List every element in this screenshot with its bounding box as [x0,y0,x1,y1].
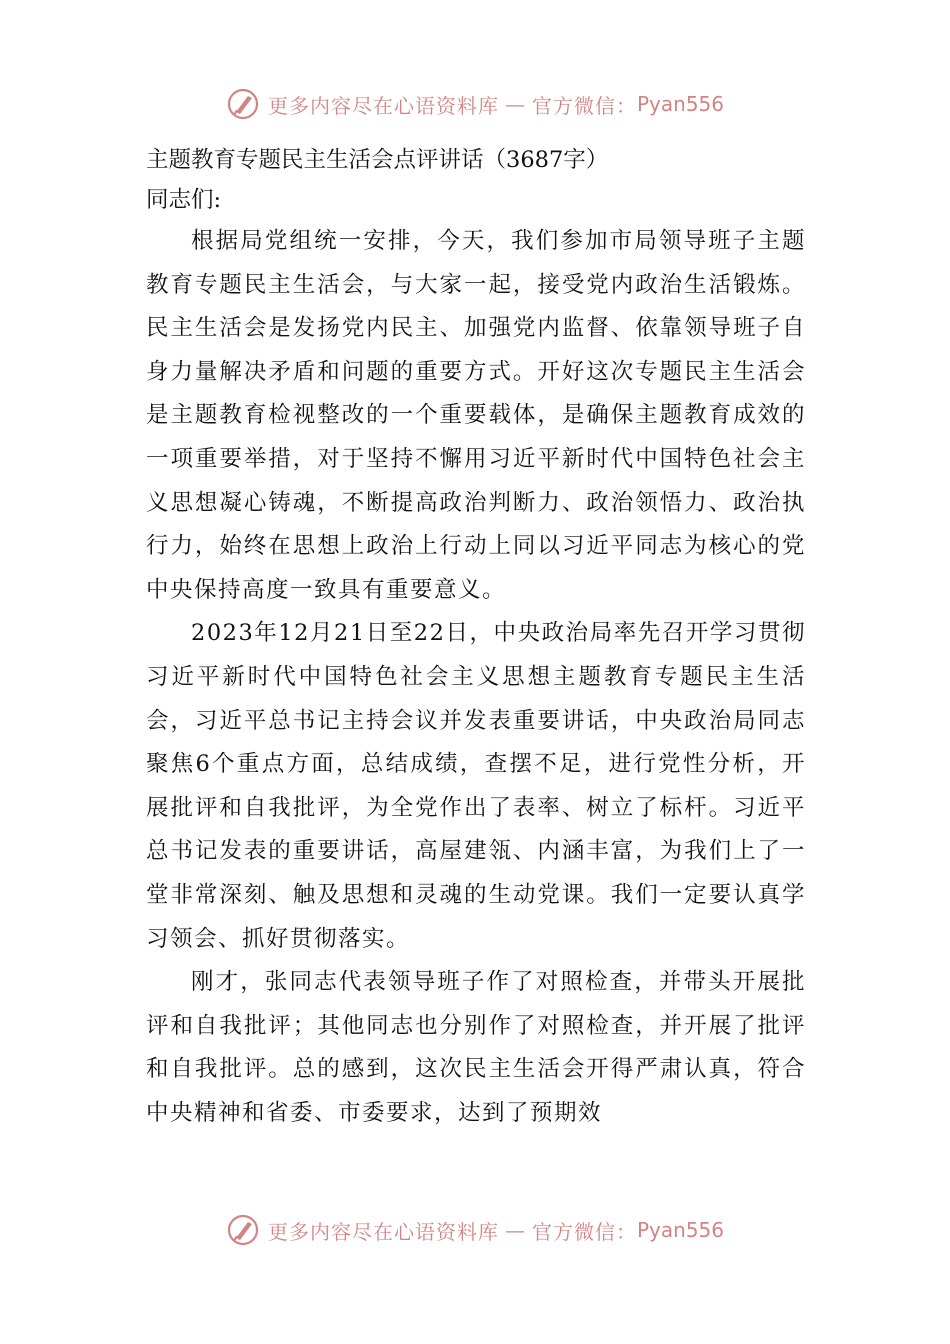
footer-banner [0,1210,950,1250]
header-banner [0,84,950,124]
banner-text: 更多内容尽在心语资料库 [267,93,499,118]
paragraph: 根据局党组统一安排，今天，我们参加市局领导班子主题教育专题民主生活会，与大家一起，接受党内政治生活锻炼。民主生活会是发扬党内民主、加强党内监督、依靠领导班子自身力量解决矛盾和问题的重要方式。开好这次专题民主生活会是主题教育检视整改的一个重要载体，是确保主题教育成效的一项重要举措，对于坚持不懈用习近平新时代中国特色社会主义思想凝心铸魂，不断提高政治判断力、政治领悟力、政治执行力，始终在思想上政治上行动上同以习近平同志为核心的党中央保持高度一致具有重要意义。 [146,228,806,603]
banner-wechat-label: 官方微信： [531,93,637,118]
quill-logo-icon [226,87,260,121]
paragraph: 2023年12月21日至22日，中央政治局率先召开学习贯彻习近平新时代中国特色社会主义思想主题教育专题民主生活会，习近平总书记主持会议并发表重要讲话，中央政治局同志聚焦6个重点方面，总结成绩，查摆不足，进行党性分析，开展批评和自我批评，为全党作出了表率、树立了标杆。习近平总书记发表的重要讲话，高屋建瓴、内涵丰富，为我们上了一堂非常深刻、触及思想和灵魂的生动党课。我们一定要认真学习领会、抓好贯彻落实。 [146,620,806,952]
greeting: 同志们: [146,187,222,213]
document-body [146,140,806,1135]
quill-logo-icon [226,1213,260,1247]
banner-separator: — [504,1218,526,1242]
paragraph: 刚才，张同志代表领导班子作了对照检查，并带头开展批评和自我批评；其他同志也分别作了对照检查，并开展了批评和自我批评。总的感到，这次民主生活会开得严肃认真，符合中央精神和省委、市委要求，达到了预期效 [146,969,806,1126]
banner-separator: — [504,92,526,116]
banner-text: 更多内容尽在心语资料库 [267,1219,499,1244]
banner-wechat-label: 官方微信： [531,1219,637,1244]
banner-wechat-id: Pyan556 [636,1218,724,1242]
banner-wechat-id: Pyan556 [636,92,724,116]
document-title: 主题教育专题民主生活会点评讲话（3687字） [146,147,609,173]
